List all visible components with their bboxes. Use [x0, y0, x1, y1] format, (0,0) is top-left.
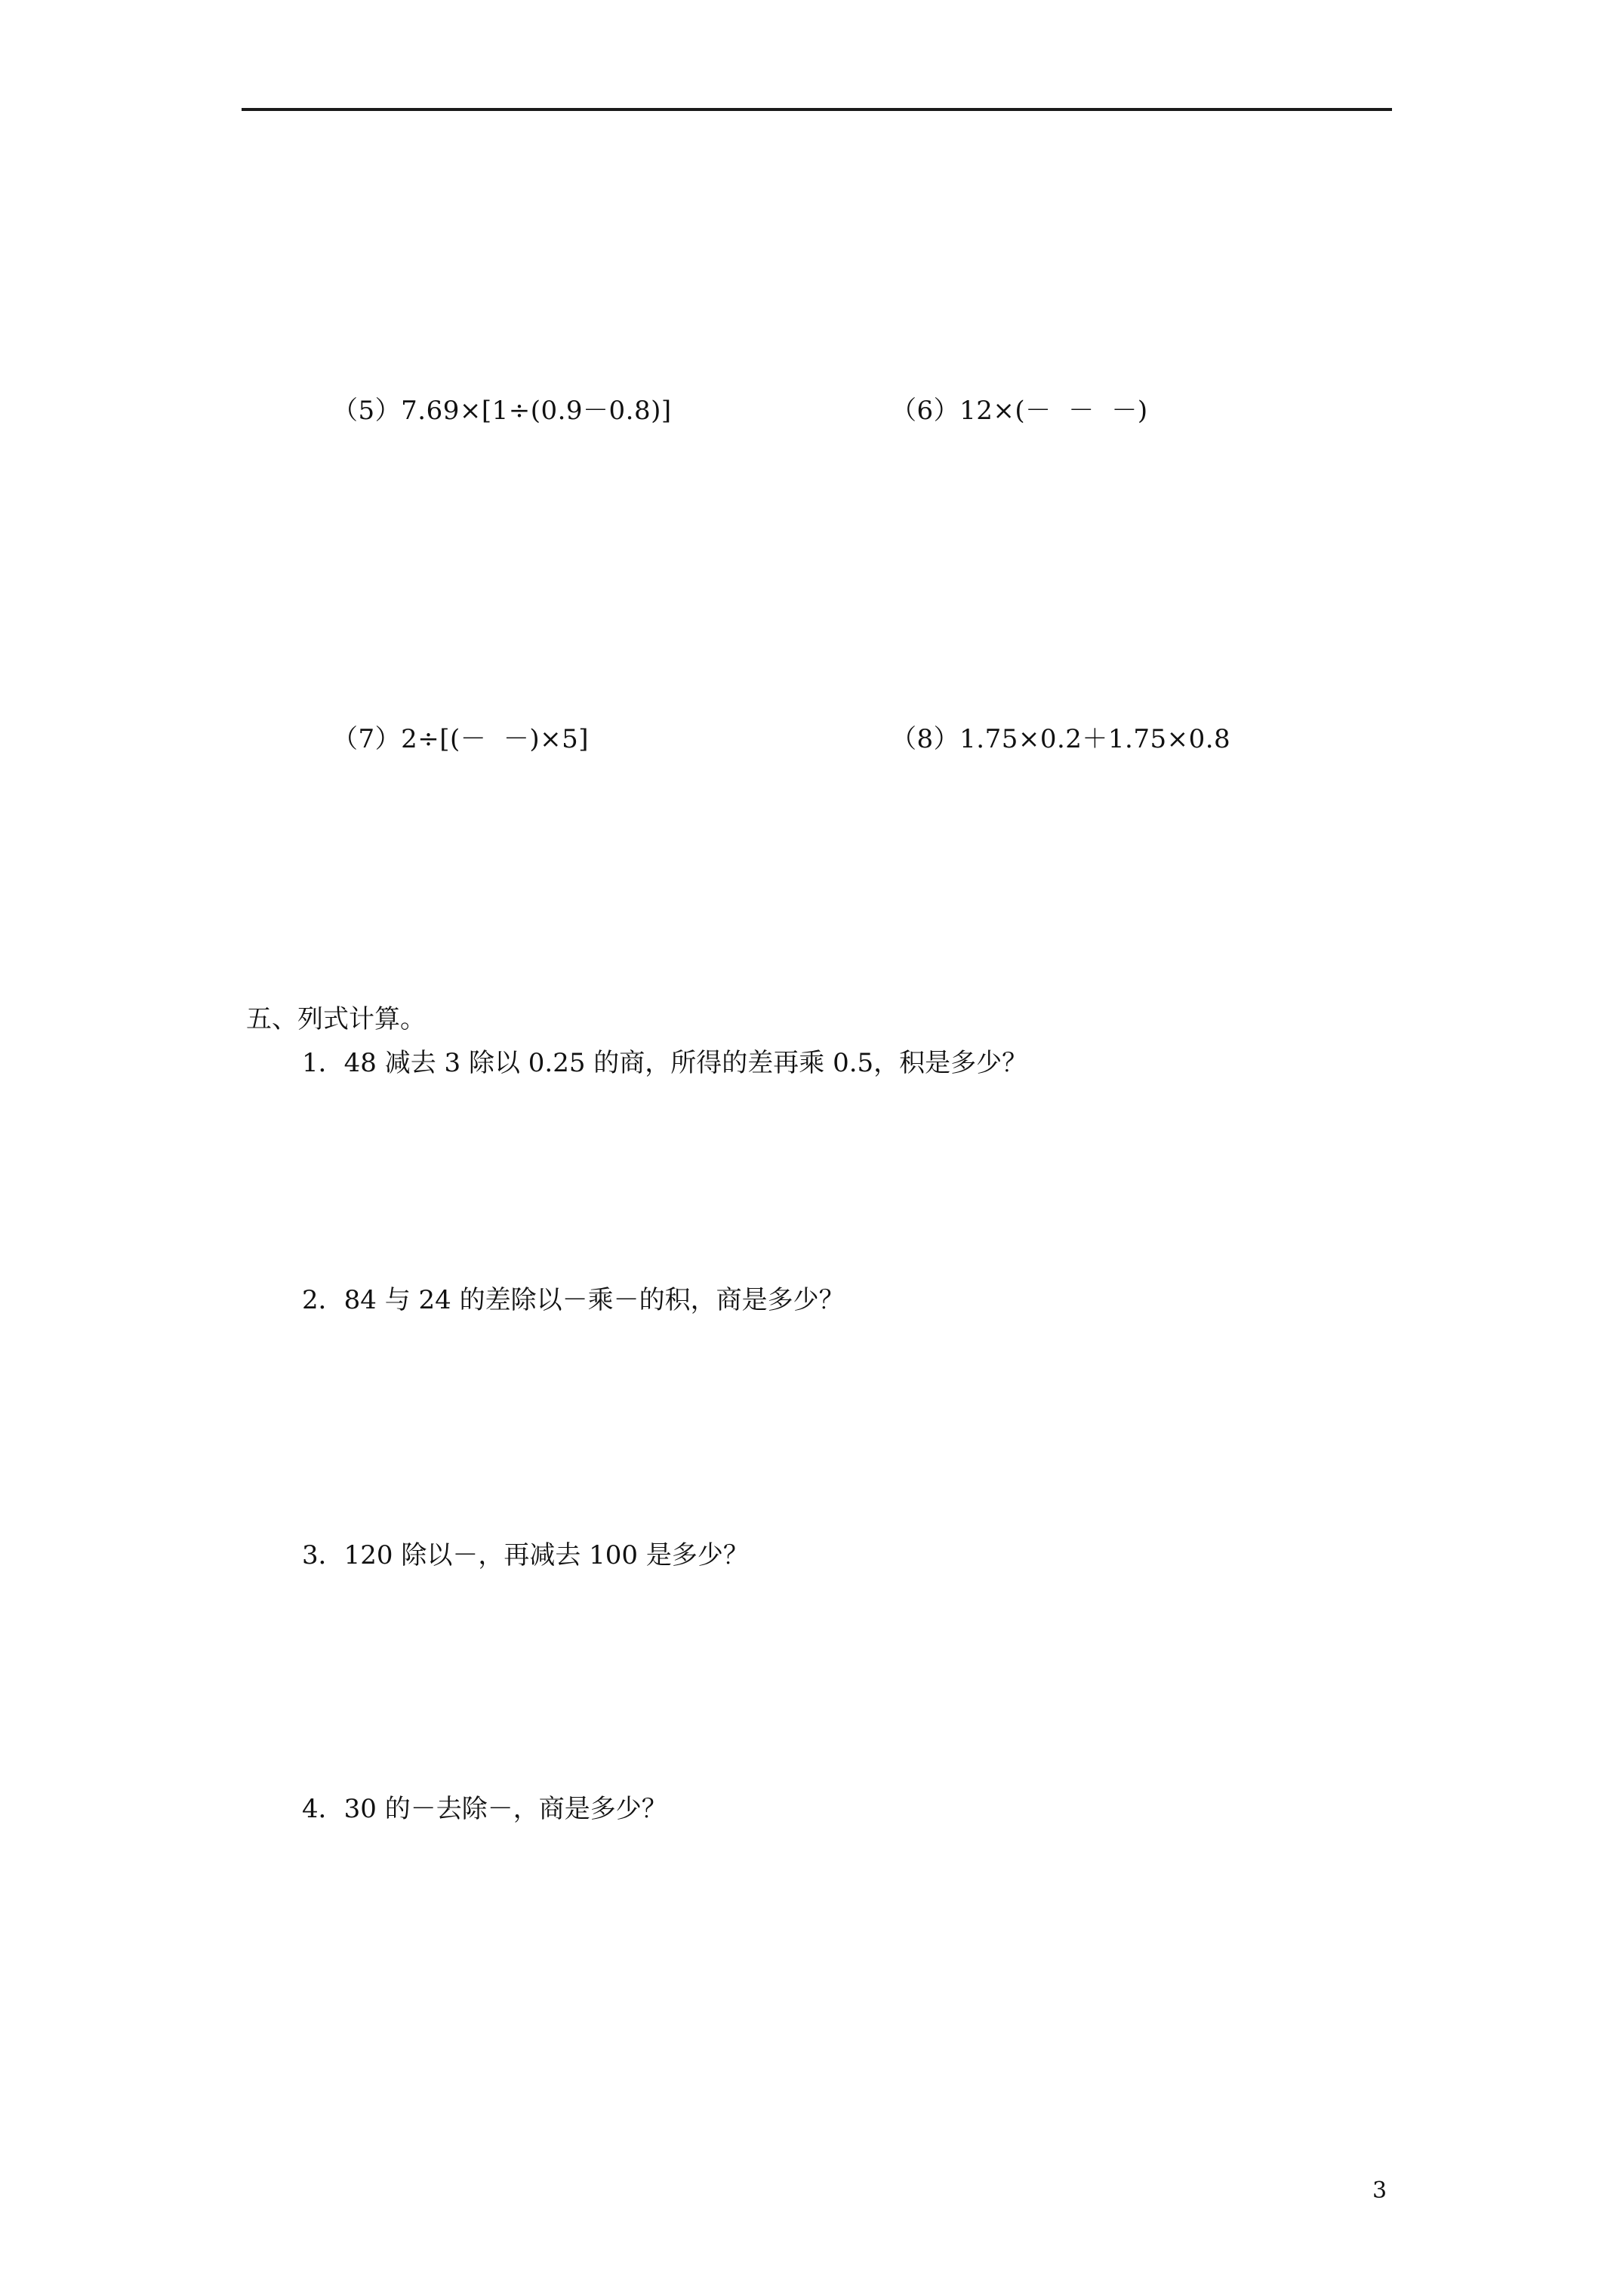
question-4: 4．30 的－去除－，商是多少？ — [302, 1794, 667, 1824]
problem-8: （8）1.75×0.2＋1.75×0.8 — [891, 724, 1231, 754]
page-number: 3 — [1372, 2177, 1387, 2204]
header-rule — [242, 108, 1392, 111]
problem-5: （5）7.69×[1÷(0.9－0.8)] — [332, 396, 672, 426]
question-3: 3．120 除以－，再减去 100 是多少？ — [302, 1540, 749, 1570]
question-1: 1．48 减去 3 除以 0.25 的商，所得的差再乘 0.5，积是多少？ — [302, 1048, 1028, 1078]
question-2: 2．84 与 24 的差除以－乘－的积，商是多少？ — [302, 1285, 845, 1315]
problem-7: （7）2÷[(－ －)×5] — [332, 724, 590, 754]
section-title: 五、列式计算。 — [246, 1004, 426, 1034]
problem-6: （6）12×(－ － －) — [891, 396, 1148, 426]
